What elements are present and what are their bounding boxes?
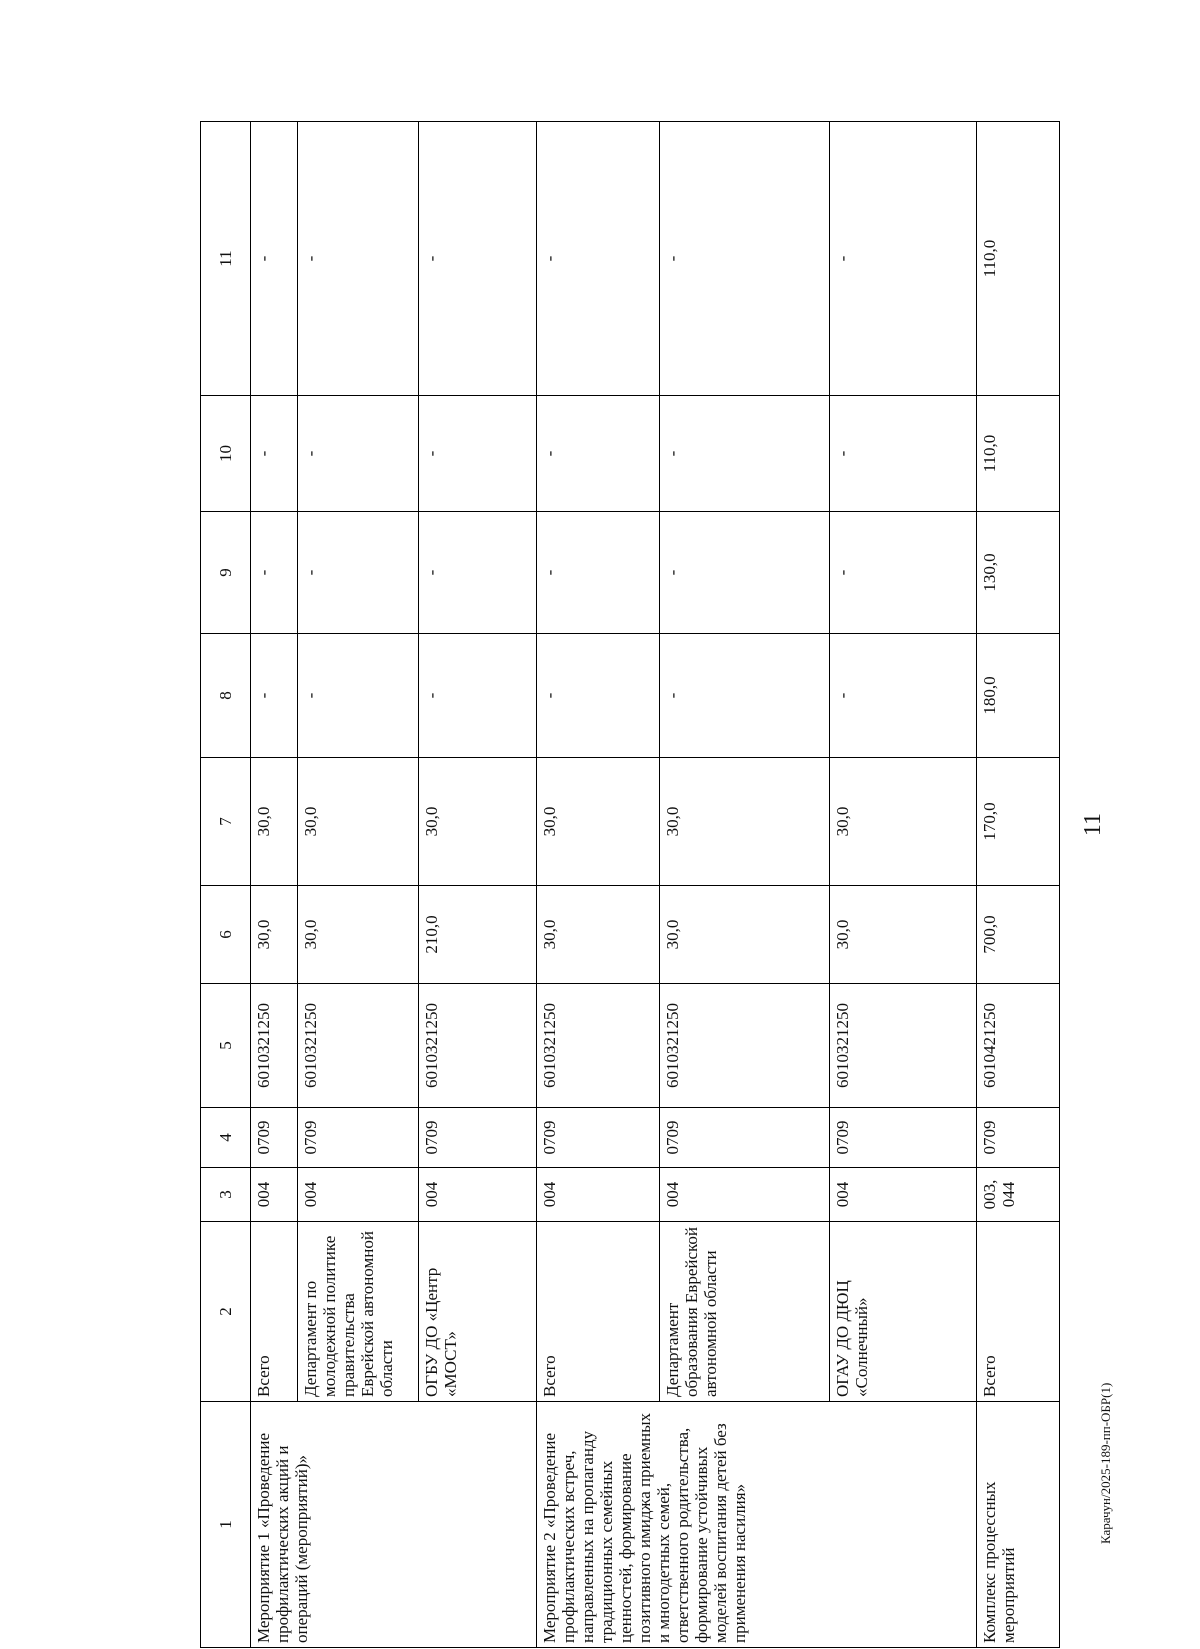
year-5-cell: 110,0 xyxy=(977,122,1060,396)
year-5-cell: - xyxy=(298,122,419,396)
executor-cell: Всего xyxy=(977,1222,1060,1402)
total-cell: 210,0 xyxy=(418,886,536,984)
column-header: 4 xyxy=(201,1108,251,1168)
year-3-cell: - xyxy=(536,512,659,634)
table-row xyxy=(977,122,1060,1648)
column-header: 1 xyxy=(201,1402,251,1648)
year-2-cell: - xyxy=(830,634,977,758)
event-name-cell: Мероприятие 2 «Проведение профилактических встреч, направленных на пропаганду традиционных семейных ценностей, формирование позитивного имиджа приемных и многодетных семей, ответственного родительства, формирование устойчивых моделей воспитания детей без применения насилия» xyxy=(536,1402,976,1648)
column-header: 10 xyxy=(201,396,251,512)
year-3-cell: 130,0 xyxy=(977,512,1060,634)
year-1-cell: 30,0 xyxy=(660,758,830,886)
section-cell: 0709 xyxy=(418,1108,536,1168)
year-3-cell: - xyxy=(418,512,536,634)
total-cell: 30,0 xyxy=(660,886,830,984)
code-cell: 003, 044 xyxy=(977,1168,1060,1222)
year-2-cell: - xyxy=(298,634,419,758)
section-cell: 0709 xyxy=(536,1108,659,1168)
year-5-cell: - xyxy=(418,122,536,396)
year-3-cell: - xyxy=(298,512,419,634)
executor-cell: ОГАУ ДО ДЮЦ «Солнечный» xyxy=(830,1222,977,1402)
target-code-cell: 6010321250 xyxy=(418,984,536,1108)
year-4-cell: - xyxy=(298,396,419,512)
section-cell: 0709 xyxy=(250,1108,297,1168)
page-number: 11 xyxy=(1080,812,1106,837)
year-2-cell: - xyxy=(418,634,536,758)
code-cell: 004 xyxy=(250,1168,297,1222)
section-cell: 0709 xyxy=(298,1108,419,1168)
total-cell: 30,0 xyxy=(536,886,659,984)
total-cell: 30,0 xyxy=(830,886,977,984)
year-4-cell: - xyxy=(830,396,977,512)
executor-cell: Департамент образования Еврейской автономной области xyxy=(660,1222,830,1402)
column-header: 5 xyxy=(201,984,251,1108)
target-code-cell: 6010321250 xyxy=(536,984,659,1108)
year-2-cell: 180,0 xyxy=(977,634,1060,758)
year-3-cell: - xyxy=(660,512,830,634)
header-row xyxy=(201,122,251,1648)
total-cell: 30,0 xyxy=(298,886,419,984)
year-4-cell: - xyxy=(418,396,536,512)
year-4-cell: - xyxy=(536,396,659,512)
year-5-cell: - xyxy=(536,122,659,396)
event-name-cell: Комплекс процессных мероприятий xyxy=(977,1402,1060,1648)
year-1-cell: 30,0 xyxy=(418,758,536,886)
year-1-cell: 30,0 xyxy=(298,758,419,886)
section-cell: 0709 xyxy=(977,1108,1060,1168)
year-5-cell: - xyxy=(250,122,297,396)
year-4-cell: - xyxy=(660,396,830,512)
year-3-cell: - xyxy=(830,512,977,634)
code-cell: 004 xyxy=(298,1168,419,1222)
executor-cell: ОГБУ ДО «Центр «МОСТ» xyxy=(418,1222,536,1402)
year-1-cell: 30,0 xyxy=(830,758,977,886)
column-header: 8 xyxy=(201,634,251,758)
code-cell: 004 xyxy=(830,1168,977,1222)
code-cell: 004 xyxy=(418,1168,536,1222)
year-1-cell: 170,0 xyxy=(977,758,1060,886)
budget-table xyxy=(200,121,1060,1648)
year-1-cell: 30,0 xyxy=(250,758,297,886)
target-code-cell: 6010321250 xyxy=(660,984,830,1108)
total-cell: 700,0 xyxy=(977,886,1060,984)
year-2-cell: - xyxy=(536,634,659,758)
code-cell: 004 xyxy=(536,1168,659,1222)
table-row xyxy=(536,122,659,1648)
column-header: 3 xyxy=(201,1168,251,1222)
table-row xyxy=(250,122,297,1648)
section-cell: 0709 xyxy=(660,1108,830,1168)
executor-cell: Всего xyxy=(536,1222,659,1402)
executor-cell: Департамент по молодежной политике правительства Еврейской автономной области xyxy=(298,1222,419,1402)
target-code-cell: 6010321250 xyxy=(298,984,419,1108)
column-header: 11 xyxy=(201,122,251,396)
year-5-cell: - xyxy=(830,122,977,396)
executor-cell: Всего xyxy=(250,1222,297,1402)
column-header: 9 xyxy=(201,512,251,634)
target-code-cell: 6010321250 xyxy=(250,984,297,1108)
column-header: 2 xyxy=(201,1222,251,1402)
year-2-cell: - xyxy=(250,634,297,758)
column-header: 7 xyxy=(201,758,251,886)
target-code-cell: 6010321250 xyxy=(830,984,977,1108)
section-cell: 0709 xyxy=(830,1108,977,1168)
code-cell: 004 xyxy=(660,1168,830,1222)
total-cell: 30,0 xyxy=(250,886,297,984)
year-2-cell: - xyxy=(660,634,830,758)
year-3-cell: - xyxy=(250,512,297,634)
document-code: Карачун/2025-189-пп-ОБР(1) xyxy=(1098,1382,1113,1544)
year-1-cell: 30,0 xyxy=(536,758,659,886)
target-code-cell: 6010421250 xyxy=(977,984,1060,1108)
year-4-cell: 110,0 xyxy=(977,396,1060,512)
column-header: 6 xyxy=(201,886,251,984)
event-name-cell: Мероприятие 1 «Проведение профилактических акций и операций (мероприятий)» xyxy=(250,1402,536,1648)
year-5-cell: - xyxy=(660,122,830,396)
year-4-cell: - xyxy=(250,396,297,512)
